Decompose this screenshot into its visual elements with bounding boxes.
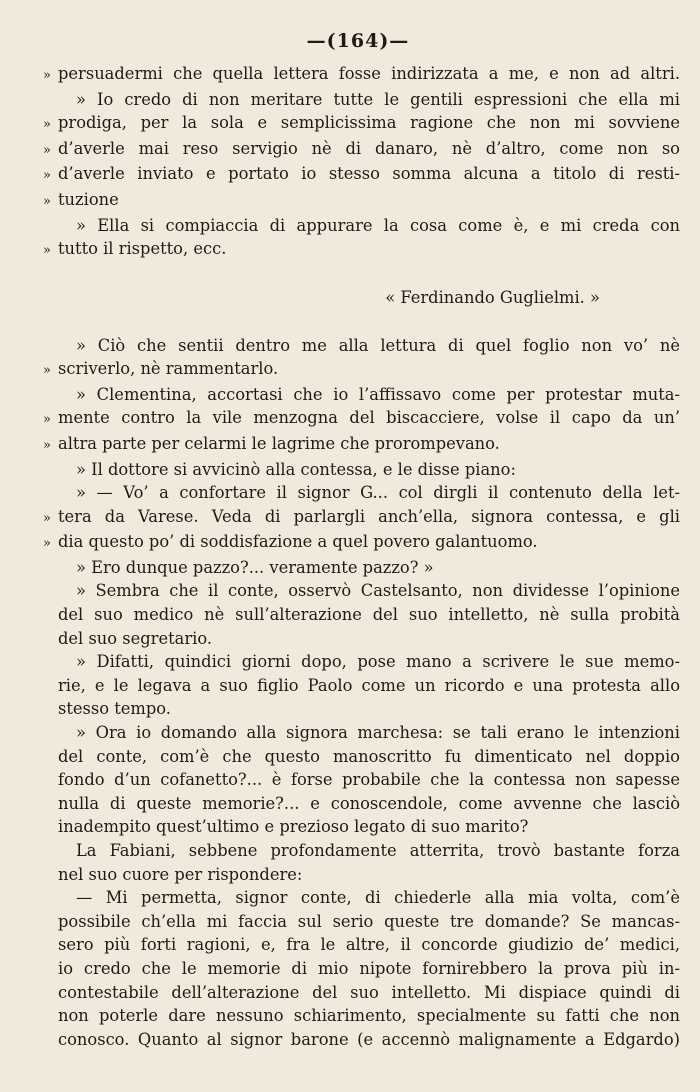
line-text: d’averle mai reso servigio nè di danaro, nè d’altro, come non so [58, 138, 680, 158]
text-line [36, 721, 680, 745]
line-text: tuzione [58, 189, 119, 209]
text-line [36, 137, 680, 163]
text-line [36, 357, 680, 383]
text-line [36, 815, 680, 839]
line-text: del suo segretario. [58, 628, 213, 648]
text-line [36, 162, 680, 188]
line-text: — Mi permetta, signor conte, di chiederle alla mia volta, com’è [76, 888, 680, 908]
blank-line [36, 263, 680, 287]
line-text: stesso tempo. [58, 699, 171, 719]
text-line [36, 432, 680, 458]
line-text: persuadermi che quella lettera fosse indirizzata a me, e non ad altri. [58, 64, 680, 83]
quote-margin-mark: » [43, 437, 51, 453]
line-text: » Io credo di non meritare tutte le gentili espressioni che ella mi [76, 89, 680, 109]
text-line [36, 334, 680, 358]
quote-margin-mark: » [43, 243, 51, 259]
quote-margin-mark: » [43, 193, 51, 209]
line-text: » Il dottore si avvicinò alla contessa, e le disse piano: [76, 459, 516, 479]
text-line [36, 406, 680, 432]
text-line [36, 505, 680, 531]
text-line [36, 237, 680, 263]
line-text: contestabile dell’alterazione del suo intelletto. Mi dispiace quindi di [58, 982, 680, 1002]
text-line [36, 214, 680, 238]
quote-margin-mark: » [43, 68, 51, 83]
line-text: prodiga, per la sola e semplicissima ragione che non mi sovviene [58, 113, 680, 133]
quote-margin-mark: » [43, 117, 51, 133]
text-line [36, 627, 680, 651]
line-text: rie, e le legava a suo figlio Paolo come un ricordo e una protesta allo [58, 675, 680, 695]
text-line [36, 62, 680, 88]
text-line [36, 481, 680, 505]
line-text: nulla di queste memorie?... e conoscendole, come avvenne che lasciò [58, 793, 680, 813]
text-line [36, 88, 680, 112]
line-text: non poterle dare nessuno schiarimento, specialmente su fatti che non [58, 1006, 680, 1026]
text-line [36, 792, 680, 816]
text-line [36, 530, 680, 556]
text-line [36, 579, 680, 603]
line-text: possibile ch’ella mi faccia sul serio queste tre domande? Se mancas- [58, 911, 680, 931]
letter-signature [36, 286, 680, 310]
line-text: tutto il rispetto, ecc. [58, 239, 227, 259]
line-text: dia questo po’ di soddisfazione a quel povero galantuomo. [58, 532, 538, 552]
line-text: » Sembra che il conte, osservò Castelsanto, non dividesse l’opinione [76, 581, 680, 601]
text-line [36, 768, 680, 792]
line-text: scriverlo, nè rammentarlo. [58, 359, 279, 379]
line-text: » Ora io domando alla signora marchesa: se tali erano le intenzioni [76, 723, 680, 743]
line-text: inadempito quest’ultimo e prezioso legato di suo marito? [58, 817, 529, 837]
line-text: » Ciò che sentii dentro me alla lettura di quel foglio non vo’ nè [76, 335, 680, 355]
line-text: » Clementina, accortasi che io l’affissavo come per protestar muta- [76, 384, 680, 404]
text-line [36, 910, 680, 934]
quote-margin-mark: » [43, 168, 51, 184]
text-line [36, 863, 680, 887]
line-text: tera da Varese. Veda di parlargli anch’ella, signora contessa, e gli [58, 506, 680, 526]
line-text: » — Vo’ a confortare il signor G... col dirgli il contenuto della let- [76, 483, 680, 503]
page-number-header: —(164)— [306, 30, 410, 52]
line-text: altra parte per celarmi le lagrime che prorompevano. [58, 433, 500, 453]
blank-line [36, 310, 680, 334]
line-text: del conte, com’è che questo manoscritto fu dimenticato nel doppio [58, 746, 680, 766]
quote-margin-mark: » [43, 536, 51, 552]
line-text: sero più forti ragioni, e, fra le altre, il concorde giudizio de’ medici, [58, 935, 680, 955]
text-line [36, 957, 680, 981]
line-text: » Ella si compiaccia di appurare la cosa come è, e mi creda con [76, 215, 680, 235]
quote-margin-mark: » [43, 363, 51, 379]
text-line [36, 650, 680, 674]
text-line [36, 839, 680, 863]
line-text: fondo d’un cofanetto?... è forse probabile che la contessa non sapesse [58, 770, 680, 790]
text-line [36, 111, 680, 137]
quote-margin-mark: » [43, 510, 51, 526]
line-text: « Ferdinando Guglielmi. » [385, 288, 600, 308]
text-line [36, 1004, 680, 1028]
quote-margin-mark: » [43, 412, 51, 428]
line-text: conosco. Quanto al signor barone (e accennò malignamente a Edgardo) [58, 1029, 680, 1049]
text-line [36, 674, 680, 698]
text-line [36, 981, 680, 1005]
page-body [36, 62, 680, 1051]
line-text: La Fabiani, sebbene profondamente atterrita, trovò bastante forza [76, 841, 680, 860]
line-text: » Difatti, quindici giorni dopo, pose mano a scrivere le sue memo- [76, 652, 680, 672]
text-line [36, 556, 680, 580]
line-text: d’averle inviato e portato io stesso somma alcuna a titolo di resti- [58, 164, 680, 184]
text-line [36, 383, 680, 407]
quote-margin-mark: » [43, 142, 51, 158]
line-text: del suo medico nè sull’alterazione del suo intelletto, nè sulla probità [58, 605, 680, 625]
text-line [36, 745, 680, 769]
text-line [36, 697, 680, 721]
text-line [36, 886, 680, 910]
text-line [36, 188, 680, 214]
text-line [36, 1028, 680, 1052]
text-line [36, 458, 680, 482]
text-line [36, 933, 680, 957]
line-text: nel suo cuore per rispondere: [58, 864, 303, 884]
line-text: mente contro la vile menzogna del biscacciere, volse il capo da un’ [58, 408, 680, 428]
text-line [36, 603, 680, 627]
line-text: io credo che le memorie di mio nipote fornirebbero la prova più in- [58, 958, 680, 978]
line-text: » Ero dunque pazzo?... veramente pazzo? » [76, 557, 434, 577]
